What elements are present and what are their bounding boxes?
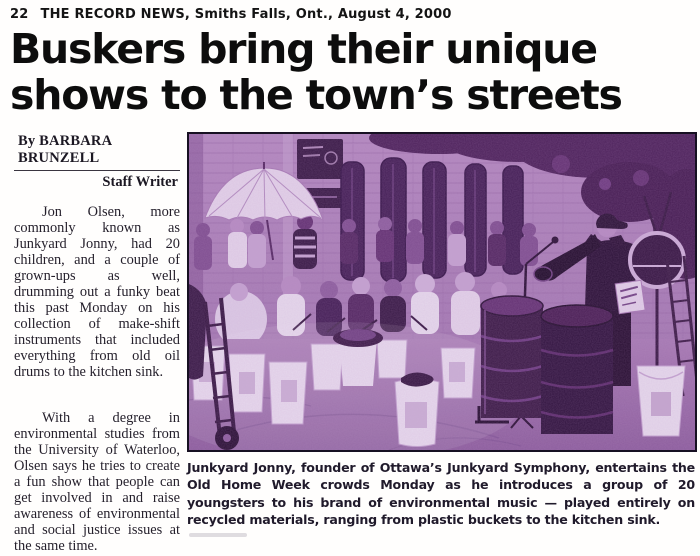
text-column xyxy=(10,125,186,554)
page-number: 22 xyxy=(10,7,29,22)
scan-smudge xyxy=(189,533,247,537)
headline-line-2: shows to the town’s streets xyxy=(10,70,622,119)
masthead-title: THE RECORD NEWS, Smiths Falls, Ont., August 4, 2000 xyxy=(40,7,452,22)
article-headline xyxy=(10,27,700,119)
news-photo xyxy=(187,132,697,452)
photo-column xyxy=(187,125,697,537)
news-photo-illustration xyxy=(189,134,695,450)
byline-role: Staff Writer xyxy=(102,173,178,190)
article-body-row xyxy=(10,125,700,554)
photo-caption: Junkyard Jonny, founder of Ottawa’s Junkyard Symphony, entertains the Old Home Week crowds Monday as he introduces a group of 20 youngsters to his brand of environmental music — played entirely on recycled materials, ranging from plastic buckets to the kitchen sink. xyxy=(187,459,695,528)
news-photo-figure xyxy=(187,132,697,537)
byline-author: By BARBARA BRUNZELL xyxy=(14,131,180,171)
paragraph-2: With a degree in environmental studies from the University of Waterloo, Olsen says he tries to create a fun show that people can get involved in and raise awareness of environmental and social justice issues at the same time. xyxy=(14,409,180,554)
paragraph-1: Jon Olsen, more commonly known as Junkyard Jonny, had 20 children, and a couple of grown-ups as well, drumming out a funky beat this past Monday on his collection of make-shift instruments that included everything from old oil drums to the kitchen sink. xyxy=(14,203,180,380)
headline-line-1: Buskers bring their unique xyxy=(10,25,597,73)
photo-grain xyxy=(189,134,695,450)
masthead xyxy=(10,7,700,22)
